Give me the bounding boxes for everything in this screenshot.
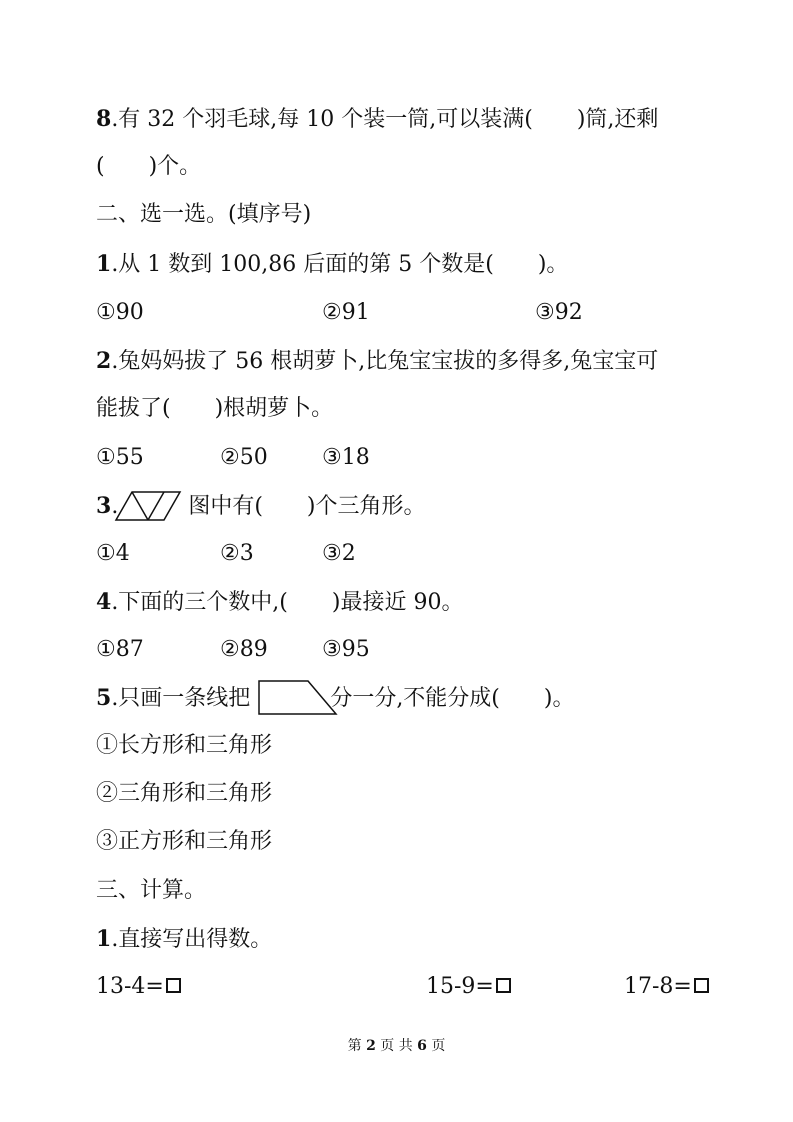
question-text: .有 32 个羽毛球,每 10 个装一筒,可以装满( )筒,还剩 [111, 107, 659, 132]
expression-text: 15-9= [426, 974, 494, 999]
expression-3 [624, 972, 709, 1002]
current-page-number: 2 [366, 1038, 376, 1054]
trapezoid-figure [258, 680, 338, 716]
option-1: ①90 [96, 300, 144, 325]
question-8 [96, 104, 658, 135]
option-1: ①4 [96, 541, 130, 566]
question-text: .兔妈妈拔了 56 根胡萝卜,比兔宝宝拔的多得多,兔宝宝可 [111, 349, 659, 374]
question-number: 2 [96, 348, 112, 374]
option-3: ③2 [322, 541, 356, 566]
trapezoid-outline [116, 492, 180, 520]
question-text-continued: ( )个。 [96, 154, 202, 179]
question-text: .直接写出得数。 [111, 927, 273, 952]
expression-2 [426, 972, 511, 1002]
inner-line-1 [132, 492, 148, 520]
option-2: ②三角形和三角形 [96, 781, 273, 806]
choice-question-2 [96, 346, 658, 377]
section-title-calculate: 三、计算。 [96, 878, 207, 903]
choice-question-2-continued [96, 394, 333, 424]
option-2: ②91 [322, 300, 370, 325]
footer-prefix: 第 [347, 1038, 362, 1054]
option-3: ③92 [535, 300, 583, 325]
question-text-part-a: .只画一条线把 [111, 686, 251, 711]
question-number: 8 [96, 106, 112, 132]
question-number: 4 [96, 589, 112, 615]
option-1: ①55 [96, 445, 144, 470]
footer-middle: 页 共 [380, 1038, 413, 1054]
total-pages-number: 6 [417, 1038, 427, 1054]
question-text: .下面的三个数中,( )最接近 90。 [111, 590, 464, 615]
answer-box[interactable] [166, 978, 181, 993]
triangles-figure [114, 490, 182, 522]
choice-question-4 [96, 587, 463, 618]
expression-text: 13-4= [96, 974, 164, 999]
question-number: 3 [96, 493, 112, 519]
choice-question-1 [96, 249, 568, 280]
option-2: ②3 [220, 541, 254, 566]
question-text-continued: 能拔了( )根胡萝卜。 [96, 396, 334, 421]
option-2: ②50 [220, 445, 268, 470]
footer-suffix: 页 [431, 1038, 446, 1054]
question-number: 5 [96, 685, 112, 711]
question-number: 1 [96, 926, 112, 952]
option-2: ②89 [220, 637, 268, 662]
option-1: ①长方形和三角形 [96, 733, 273, 758]
question-text-part-b: 分一分,不能分成( )。 [330, 686, 575, 711]
calc-question-1 [96, 924, 272, 955]
option-3: ③正方形和三角形 [96, 829, 273, 854]
question-text: .从 1 数到 100,86 后面的第 5 个数是( )。 [111, 252, 569, 277]
question-text: 图中有( )个三角形。 [188, 494, 426, 519]
question-dot: . [111, 494, 119, 519]
option-1: ①87 [96, 637, 144, 662]
option-3: ③95 [322, 637, 370, 662]
answer-box[interactable] [496, 978, 511, 993]
expression-1 [96, 972, 181, 1002]
question-8-continued [96, 152, 201, 182]
answer-box[interactable] [694, 978, 709, 993]
inner-line-2 [148, 492, 164, 520]
section-title-choose: 二、选一选。(填序号) [96, 202, 312, 227]
page-footer [0, 1036, 793, 1056]
question-number: 1 [96, 251, 112, 277]
right-trapezoid-outline [259, 681, 336, 714]
option-3: ③18 [322, 445, 370, 470]
expression-text: 17-8= [624, 974, 692, 999]
